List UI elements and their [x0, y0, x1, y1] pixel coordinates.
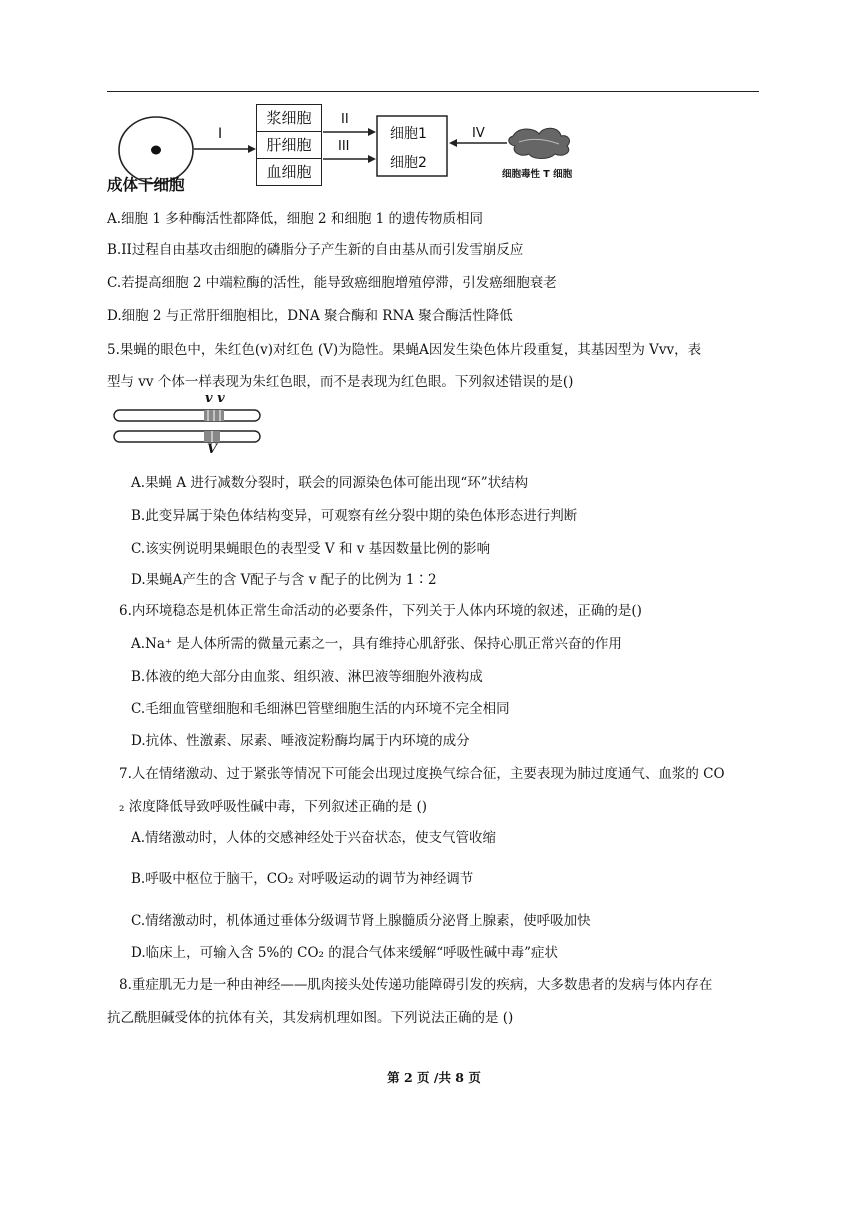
chromosome-lower	[114, 431, 260, 442]
arrow-iv-head	[449, 139, 457, 147]
arrow-iv-label: IV	[472, 126, 485, 141]
stem-cell-label: 成体干细胞	[107, 176, 185, 194]
q7-stem-line2: ₂ 浓度降低导致呼吸性碱中毒，下列叙述正确的是 ()	[119, 799, 428, 815]
q7-option-d: D.临床上，可输入含 5%的 CO₂ 的混合气体来缓解“呼吸性碱中毒”症状	[131, 945, 559, 961]
q5-stem-line2: 型与 vv 个体一样表现为朱红色眼，而不是表现为红色眼。下列叙述错误的是()	[107, 374, 574, 390]
q6-stem: 6.内环境稳态是机体正常生命活动的必要条件，下列关于人体内环境的叙述，正确的是()	[119, 603, 642, 619]
arrow-ii-label: II	[341, 112, 349, 127]
q8-stem-line1: 8.重症肌无力是一种由神经——肌肉接头处传递功能障碍引发的疾病，大多数患者的发病与体内存在	[119, 977, 713, 993]
q4-option-c: C.若提高细胞 2 中端粒酶的活性，能导致癌细胞增殖停滞，引发癌细胞衰老	[107, 275, 557, 291]
q4-option-d: D.细胞 2 与正常肝细胞相比，DNA 聚合酶和 RNA 聚合酶活性降低	[107, 308, 513, 324]
q6-option-b: B.体液的绝大部分由血浆、组织液、淋巴液等细胞外液构成	[131, 669, 483, 685]
q6-option-d: D.抗体、性激素、尿素、唾液淀粉酶均属于内环境的成分	[131, 733, 470, 749]
arrow-i-head	[248, 145, 256, 153]
chromosome-figure	[113, 391, 263, 460]
t-cell-label: 细胞毒性 T 细胞	[502, 169, 573, 180]
q5-option-c: C.该实例说明果蝇眼色的表型受 V 和 v 基因数量比例的影响	[131, 541, 491, 557]
q5-stem-line1: 5.果蝇的眼色中，朱红色(v)对红色 (V)为隐性。果蝇A因发生染色体片段重复，其基因型为 Vvv，表	[107, 342, 702, 358]
q4-option-b: B.II过程自由基攻击细胞的磷脂分子产生新的自由基从而引发雪崩反应	[107, 242, 524, 258]
chromosome-top-label: v v	[205, 391, 225, 406]
chromosome-drawing	[113, 400, 263, 460]
q5-option-a: A.果蝇 A 进行减数分裂时，联会的同源染色体可能出现“环”状结构	[131, 475, 529, 491]
liver-cell-box: 肝细胞	[256, 131, 322, 159]
header-rule	[107, 91, 759, 92]
stem-cell-nucleus	[151, 146, 161, 155]
arrow-iii-label: III	[338, 139, 350, 154]
page-number: 第 2 页 /共 8 页	[387, 1070, 481, 1085]
q7-option-c: C.情绪激动时，机体通过垂体分级调节肾上腺髓质分泌肾上腺素，使呼吸加快	[131, 913, 591, 929]
plasma-cell-box: 浆细胞	[256, 104, 322, 132]
cell-1-label: 细胞1	[390, 126, 427, 142]
q7-option-a: A.情绪激动时，人体的交感神经处于兴奋状态，使支气管收缩	[131, 830, 497, 846]
arrow-ii-head	[368, 128, 376, 136]
cell-differentiation-diagram	[107, 96, 759, 200]
chromosome-upper	[114, 410, 260, 421]
q5-option-b: B.此变异属于染色体结构变异，可观察有丝分裂中期的染色体形态进行判断	[131, 508, 578, 524]
chromosome-bottom-label: V	[207, 442, 218, 457]
t-cell-icon	[509, 128, 570, 158]
cell-2-label: 细胞2	[390, 155, 427, 171]
q8-stem-line2: 抗乙酰胆碱受体的抗体有关，其发病机理如图。下列说法正确的是 ()	[107, 1010, 514, 1026]
arrow-iii-head	[368, 155, 376, 163]
q6-option-a: A.Na⁺ 是人体所需的微量元素之一，具有维持心肌舒张、保持心肌正常兴奋的作用	[131, 636, 622, 652]
q7-stem-line1: 7.人在情绪激动、过于紧张等情况下可能会出现过度换气综合征，主要表现为肺过度通气、血浆的 CO	[119, 766, 725, 782]
q6-option-c: C.毛细血管壁细胞和毛细淋巴管壁细胞生活的内环境不完全相同	[131, 701, 510, 717]
blood-cell-box: 血细胞	[256, 158, 322, 186]
arrow-i-label: I	[218, 126, 223, 142]
q4-option-a: A.细胞 1 多种酶活性都降低，细胞 2 和细胞 1 的遗传物质相同	[107, 211, 484, 227]
q7-option-b: B.呼吸中枢位于脑干，CO₂ 对呼吸运动的调节为神经调节	[131, 871, 474, 887]
q5-option-d: D.果蝇A产生的含 V配子与含 v 配子的比例为 1∶2	[131, 572, 437, 588]
diagram-lines	[107, 96, 759, 200]
